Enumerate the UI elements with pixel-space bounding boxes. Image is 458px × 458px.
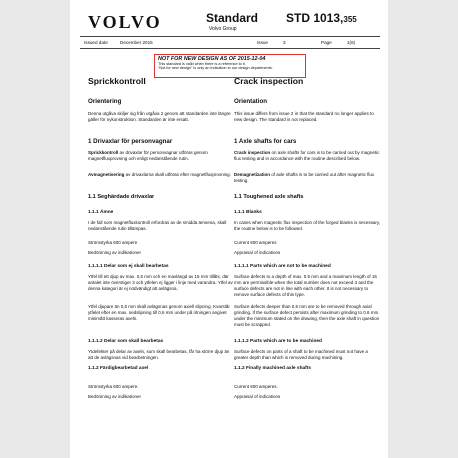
section-1-1-2-heading: 1.1.2 Finally machined axle shafts bbox=[234, 366, 312, 371]
section-1-1-heading: 1.1 Seghärdade drivaxlar bbox=[88, 194, 155, 200]
section-1-1-1-2-heading: 1.1.1.2 Parts which are to be machined bbox=[234, 339, 322, 344]
paragraph-text: av drivaxlar för personvagnar utföras genom magnetfluxprovning och enligt nedanstående rutin. bbox=[88, 150, 208, 161]
orientation-heading: Orientering bbox=[88, 98, 122, 105]
header-rule-bottom bbox=[80, 48, 380, 49]
paragraph-text: on axle shafts for cars is to be carried out by magnetic flux testing and in accordance with the routine described below. bbox=[234, 150, 380, 161]
issue-value: 3 bbox=[283, 40, 286, 45]
bold-term: Demagnetization bbox=[234, 172, 271, 177]
banner-line-2: "Not for new design" is only an indication to our design departments. bbox=[158, 66, 273, 70]
section-1-1-1-text: In cases when magnetic flux inspection of the forged blanks is necessary, the routine below is to be followed. bbox=[234, 220, 380, 231]
section-1-1-1-2-text: Surface defects on parts of a shaft to be machined must not have a greater depth than which is removed during machining. bbox=[234, 349, 368, 360]
current-text: Strömstyrka 600 ampere bbox=[88, 240, 138, 245]
standard-number-main: STD 1013, bbox=[286, 11, 344, 25]
section-1-1-1-heading: 1.1.1 Blanks bbox=[234, 210, 262, 215]
section-1-1-2-current: Strömstyrka 600 ampere. bbox=[88, 384, 139, 389]
section-1-1-1-1-heading: 1.1.1.1 Parts which are not to be machined bbox=[234, 264, 331, 269]
paragraph-text: of axle shafts is to be carried out after magnetic flux testing. bbox=[234, 172, 375, 183]
assessment-text: Bedömning av indikationer bbox=[88, 250, 142, 255]
page-value: 1(6) bbox=[347, 40, 356, 45]
standard-number-suffix: 355 bbox=[343, 15, 357, 24]
section-1-1-1-1-text-2: Ytfel djupare än 0,5 mm skall avlägsnas genom axiell slipning. Kvarstår ytfelet efter en max. nedslipning till 0,6 mm under på ritningen angivet minimått kasseras axeln. bbox=[88, 304, 230, 321]
volvo-logo: VOLVO bbox=[88, 12, 162, 32]
section-1-paragraph-1 bbox=[234, 150, 380, 162]
current-text: Current 600 amperes bbox=[234, 240, 277, 245]
section-1-1-1-1-text-1: Ytfel till ett djup av max. 0,5 mm och en maxlängd av 15 mm tillåts, där antalet inte överstiger 3 och ytfelen ej ligger i linje med varandra. Ytfel av denna kategori är ej nödvändigt att avlägsna. bbox=[88, 274, 233, 291]
section-1-1-heading: 1.1 Toughened axle shafts bbox=[234, 194, 304, 200]
banner-line-1: This standard is valid when there is a reference to it. bbox=[158, 62, 246, 66]
bold-term: Crack inspection bbox=[234, 150, 271, 155]
assessment-text: Appraisal of indications bbox=[234, 250, 281, 255]
paragraph-text: av drivaxlarna skall utföras efter magnetfluxprovning. bbox=[124, 172, 231, 177]
banner-title: NOT FOR NEW DESIGN AS OF 2015-12-04 bbox=[158, 56, 266, 62]
section-1-heading: 1 Axle shafts for cars bbox=[234, 138, 297, 145]
section-1-1-1-1-text-1: Surface defects to a depth of max. 0.5 mm and a maximum length of 15 mm are permissible when the total number does not exceed 3 and the surface defects are not in line with each other. It is not necessary to remove surface defects of this type. bbox=[234, 274, 377, 297]
orientation-text: Denna utgåva skiljer sig från utgåva 2 genom att standarden inte längre gäller för nykonstruktion. Standarden är inte ersatt. bbox=[88, 111, 231, 122]
section-1-paragraph-1 bbox=[88, 150, 234, 162]
section-1-1-1-2-text: Ytdefekter på delar av axeln, som skall bearbetas, får ha större djup än att de avlägsnas vid bearbetningen. bbox=[88, 349, 230, 360]
section-1-1-2-current: Current 600 amperes. bbox=[234, 384, 278, 389]
section-1-1-2-assessment: Bedömning av indikationer bbox=[88, 394, 142, 399]
section-1-1-1-2-heading: 1.1.1.2 Delar som skall bearbetas bbox=[88, 339, 164, 344]
group-label: Volvo Group bbox=[209, 26, 237, 32]
header-rule-top bbox=[80, 36, 380, 37]
issued-date-label: Issued date bbox=[84, 40, 108, 45]
section-1-1-1-1-text-2: Surface defects deeper than 0.5 mm are to be removed through axial grinding. If the surface defect persists after maximum grinding to 0.6 mm under the minimum stated on the drawing, then the axle shaft in question must be scrapped. bbox=[234, 304, 380, 327]
section-1-1-1-1-heading: 1.1.1.1 Delar som ej skall bearbetas bbox=[88, 264, 169, 269]
section-1-heading: 1 Drivaxlar för personvagnar bbox=[88, 138, 173, 145]
not-for-new-design-banner bbox=[154, 54, 306, 78]
orientation-heading: Orientation bbox=[234, 98, 268, 105]
section-1-1-1-heading: 1.1.1 Ämne bbox=[88, 210, 114, 215]
title-english: Crack inspection bbox=[234, 76, 304, 86]
document-page bbox=[70, 0, 388, 458]
issued-date-value: December 2015 bbox=[120, 40, 153, 45]
title-swedish: Sprickkontroll bbox=[88, 76, 146, 86]
section-1-paragraph-2 bbox=[88, 172, 234, 178]
bold-term: Avmagnetisering bbox=[88, 172, 125, 177]
issue-label: Issue bbox=[257, 40, 268, 45]
section-1-1-2-assessment: Appraisal of indications bbox=[234, 394, 281, 399]
section-1-paragraph-2 bbox=[234, 172, 380, 184]
section-1-1-2-heading: 1.1.2 Färdigbearbetad axel bbox=[88, 366, 149, 371]
page-label: Page bbox=[321, 40, 332, 45]
standard-number bbox=[286, 11, 357, 25]
section-1-1-1-text: I de fall som magnetfluxkontroll erfordras av de smidda ämnena, skall nedanstående rutin tillämpas. bbox=[88, 220, 227, 231]
standard-label: Standard bbox=[206, 11, 259, 25]
bold-term: Sprickkontroll bbox=[88, 150, 119, 155]
orientation-text: This issue differs from issue 2 in that the standard no longer applies to new design. The standard is not replaced. bbox=[234, 111, 374, 122]
